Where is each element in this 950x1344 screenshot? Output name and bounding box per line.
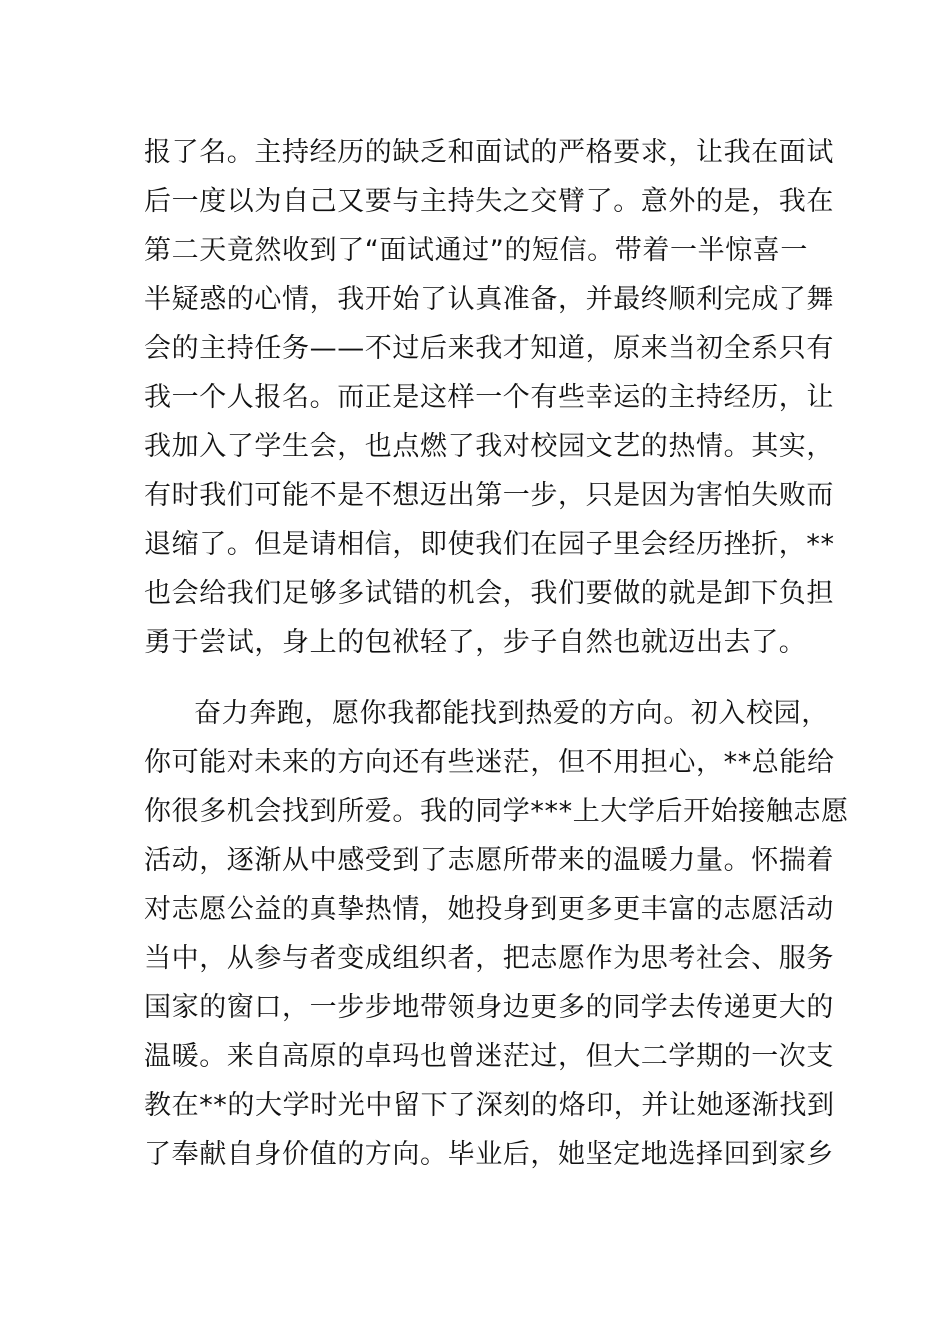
text-line: 当中，从参与者变成组织者，把志愿作为思考社会、服务 bbox=[144, 943, 834, 974]
text-line: 会的主持任务——不过后来我才知道，原来当初全系只有 bbox=[144, 333, 834, 364]
text-line: 有时我们可能不是不想迈出第一步，只是因为害怕失败而 bbox=[144, 480, 834, 511]
text-line: 教在**的大学时光中留下了深刻的烙印，并让她逐渐找到 bbox=[144, 1090, 835, 1121]
text-line: 退缩了。但是请相信，即使我们在园子里会经历挫折，** bbox=[144, 529, 835, 560]
text-line: 对志愿公益的真挚热情，她投身到更多更丰富的志愿活动 bbox=[144, 894, 834, 925]
text-line: 后一度以为自己又要与主持失之交臂了。意外的是，我在 bbox=[144, 186, 834, 217]
text-line-first: 奋力奔跑，愿你我都能找到热爱的方向。初入校园， bbox=[194, 698, 829, 729]
text-line: 你可能对未来的方向还有些迷茫，但不用担心，**总能给 bbox=[144, 747, 835, 778]
text-line: 你很多机会找到所爱。我的同学***上大学后开始接触志愿 bbox=[144, 796, 849, 827]
text-line: 活动，逐渐从中感受到了志愿所带来的温暖力量。怀揣着 bbox=[144, 845, 834, 876]
text-line: 第二天竟然收到了“面试通过”的短信。带着一半惊喜一 bbox=[144, 235, 808, 266]
text-line: 国家的窗口，一步步地带领身边更多的同学去传递更大的 bbox=[144, 992, 834, 1023]
text-line: 报了名。主持经历的缺乏和面试的严格要求，让我在面试 bbox=[144, 137, 834, 168]
text-line: 了奉献自身价值的方向。毕业后，她坚定地选择回到家乡 bbox=[144, 1139, 834, 1170]
text-line: 半疑惑的心情，我开始了认真准备，并最终顺利完成了舞 bbox=[144, 284, 834, 315]
text-line: 温暖。来自高原的卓玛也曾迷茫过，但大二学期的一次支 bbox=[144, 1041, 834, 1072]
text-line: 我一个人报名。而正是这样一个有些幸运的主持经历，让 bbox=[144, 382, 834, 413]
text-line: 也会给我们足够多试错的机会，我们要做的就是卸下负担 bbox=[144, 578, 834, 609]
text-line: 我加入了学生会，也点燃了我对校园文艺的热情。其实， bbox=[144, 431, 834, 462]
paragraph-pursue-passion bbox=[144, 689, 849, 1179]
paragraph-continuation bbox=[144, 128, 835, 667]
text-line: 勇于尝试，身上的包袱轻了，步子自然也就迈出去了。 bbox=[144, 627, 807, 658]
